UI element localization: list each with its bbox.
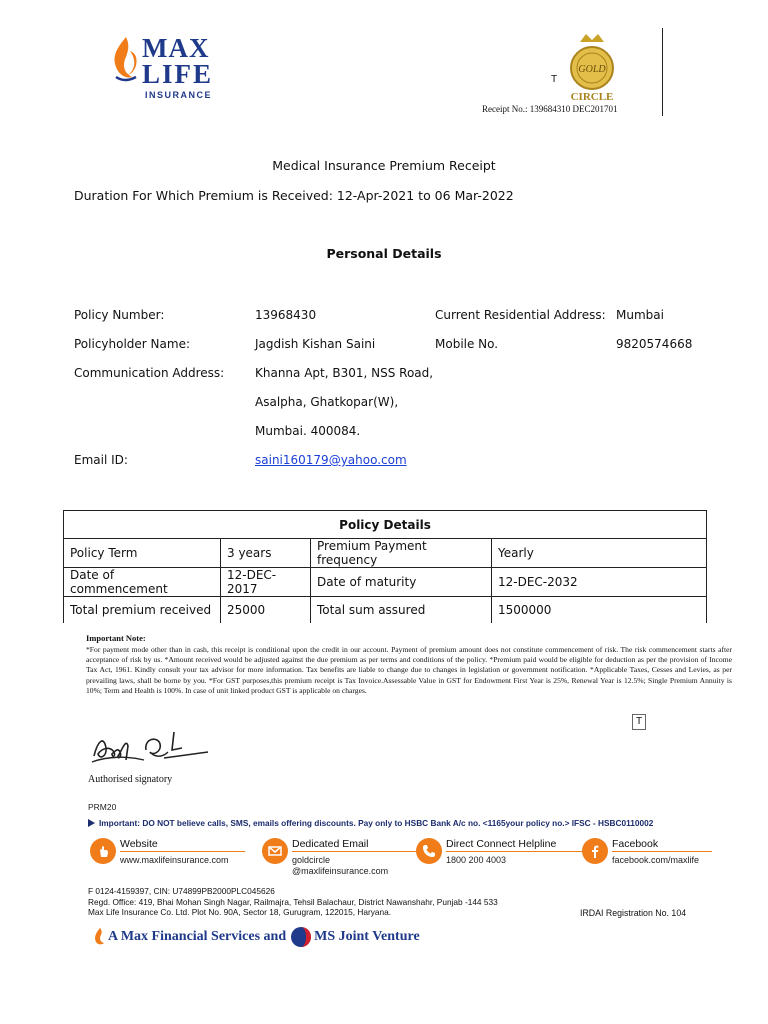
receipt-number: Receipt No.: 139684310 DEC201701 [482,104,618,114]
contact-facebook-title: Facebook [612,838,659,850]
form-code: PRM20 [88,802,117,812]
communication-address-line3: Mumbai. 400084. [255,424,361,438]
gold-circle-emblem-icon [560,32,624,104]
table-cell: 3 years [221,539,311,568]
mitsui-logo-icon [290,926,312,948]
contact-email-title: Dedicated Email [292,838,369,850]
hand-pointer-icon [90,838,116,864]
irdai-registration: IRDAI Registration No. 104 [580,908,687,918]
logo-text-insurance: INSURANCE [145,90,213,100]
gold-emblem-text: GOLD [578,64,606,75]
table-cell: Date of commencement [64,568,221,597]
flame-icon [108,35,142,85]
communication-address-label: Communication Address: [74,366,225,380]
circle-emblem-text: CIRCLE [570,91,614,103]
policyholder-value: Jagdish Kishan Saini [255,337,376,351]
logo-text-max: MAX [142,33,210,63]
contact-website[interactable] [90,838,245,872]
table-cell: Total sum assured [311,597,492,623]
phone-icon [416,838,442,864]
max-life-logo [108,33,218,103]
max-flame-icon [92,927,108,947]
contact-divider [292,851,432,852]
table-cell: Date of maturity [311,568,492,597]
note-mark: T [632,714,646,730]
table-row [64,568,707,597]
contact-helpline[interactable] [416,838,594,872]
table-row [64,539,707,568]
table-row [64,597,707,623]
signature-icon [88,726,212,770]
corporate-office: Max Life Insurance Co. Ltd. Plot No. 90A, Sector 18, Gurugram, 122015, Haryana. [88,907,391,918]
mobile-label: Mobile No. [435,337,499,351]
fraud-warning [88,818,653,828]
contact-website-title: Website [120,838,158,850]
premium-duration: Duration For Which Premium is Received: 12-Apr-2021 to 06 Mar-2022 [74,188,514,203]
table-cell: 25000 [221,597,311,623]
joint-venture-banner [92,926,420,948]
joint-venture-text-1: A Max Financial Services and [108,929,287,944]
table-cell: 12-DEC-2032 [492,568,707,597]
contact-website-url: www.maxlifeinsurance.com [120,855,229,865]
contact-facebook-url: facebook.com/maxlife [612,855,700,865]
joint-venture-text-2: MS Joint Venture [314,929,420,944]
table-cell: 1500000 [492,597,707,623]
gold-circle-mark: T [551,74,558,85]
contact-divider [120,851,245,852]
mobile-value: 9820574668 [616,337,693,351]
important-note-heading: Important Note: [86,633,146,643]
contact-facebook[interactable] [582,838,712,872]
logo-text-life: LIFE [142,59,214,89]
contact-helpline-title: Direct Connect Helpline [446,838,557,850]
table-cell: Yearly [492,539,707,568]
policyholder-label: Policyholder Name: [74,337,190,351]
policy-number-label: Policy Number: [74,308,165,322]
personal-details-heading: Personal Details [326,246,442,261]
document-title: Medical Insurance Premium Receipt [272,158,496,173]
fraud-warning-text: Important: DO NOT believe calls, SMS, emails offering discounts. Pay only to HSBC Bank A/c no. <1165your policy no.> IFSC - HSBC0110002 [99,818,654,828]
company-details [88,886,498,918]
authorised-signatory-label: Authorised signatory [88,774,173,785]
company-phone-cin: F 0124-4159397, CIN: U74899PB2000PLC045626 [88,886,275,896]
email-link[interactable]: saini160179@yahoo.com [255,453,407,467]
facebook-icon [582,838,608,864]
policy-details-table [63,510,707,623]
envelope-icon [262,838,288,864]
table-cell: 12-DEC-2017 [221,568,311,597]
policy-details-heading: Policy Details [64,511,707,539]
registered-office: Regd. Office: 419, Bhai Mohan Singh Nagar, Railmajra, Tehsil Balachaur, District Nawanshahr, Punjab -144 533 [88,896,498,907]
important-note-body: *For payment mode other than in cash, this receipt is conditional upon the credit in our account. Payment of premium amount does not constitute commencement of risk. The risk commencement starts after acceptance of risk by us. *Amount received would be adjusted against the due premium as per terms and conditions of the policy. *Premium paid would be eligible for deduction as per the provision of Income Tax Act, 1961. Kindly consult your tax advisor for more information. Tax benefits are liable to change due to changes in legislation or government notification. *Applicable Taxes, Cesses and Levies, as per prevailing laws, shall be borne by you. *For GST purposes,this premium receipt is Tax Invoice.Assessable Value in GST for Endowment First Year is 25%, Renewal Year is 12.5%; Single Premium Annuity is 10%; Term and Health is 100%. In case of unit linked product GST is applicable on charges. [86,645,732,695]
address-value: Mumbai [616,308,664,322]
contact-divider [446,851,594,852]
table-cell: Premium Payment frequency [311,539,492,568]
contact-helpline-number: 1800 200 4003 [446,855,507,865]
arrow-right-icon [88,819,95,827]
contact-divider [612,851,712,852]
address-label: Current Residential Address: [435,308,606,322]
policy-number-value: 13968430 [255,308,317,322]
header-divider [662,28,663,116]
table-cell: Policy Term [64,539,221,568]
contact-email[interactable] [262,838,432,876]
communication-address-line2: Asalpha, Ghatkopar(W), [255,395,399,409]
table-cell: Total premium received [64,597,221,623]
contact-email-line2: @maxlifeinsurance.com [292,866,389,876]
email-label: Email ID: [74,453,128,467]
communication-address-line1: Khanna Apt, B301, NSS Road, [255,366,434,380]
contact-email-line1: goldcircle [292,855,331,865]
